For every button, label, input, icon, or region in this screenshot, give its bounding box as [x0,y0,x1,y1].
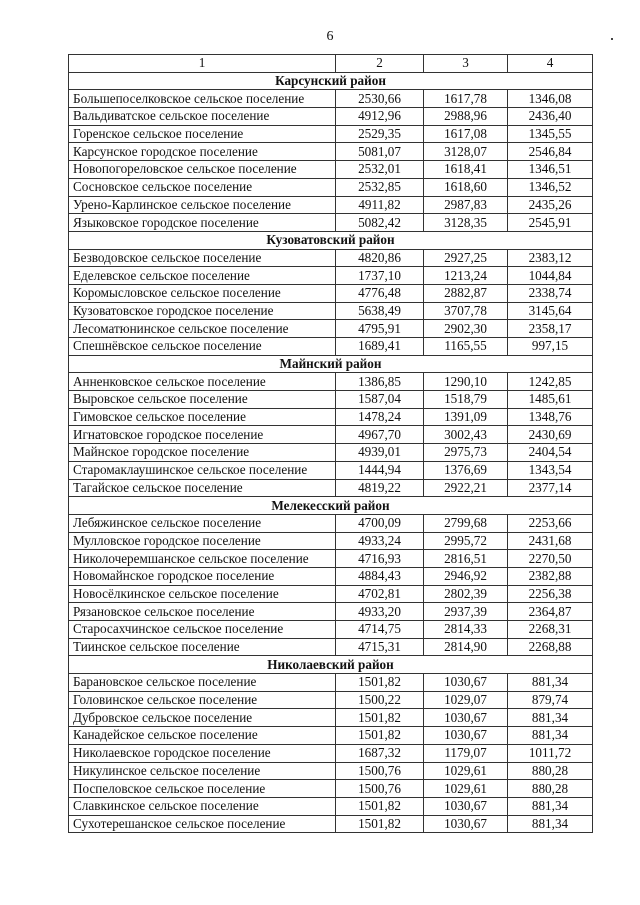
value-col-3: 1213,24 [424,267,508,285]
settlement-name: Головинское сельское поселение [69,691,336,709]
settlement-name: Игнатовское городское поселение [69,426,336,444]
settlement-name: Канадейское сельское поселение [69,727,336,745]
value-col-3: 1617,78 [424,90,508,108]
value-col-4: 2430,69 [508,426,593,444]
value-col-2: 4702,81 [336,585,424,603]
district-title: Мелекесский район [69,497,593,515]
settlement-name: Спешнёвское сельское поселение [69,338,336,356]
value-col-3: 2922,21 [424,479,508,497]
district-header-row [69,355,593,373]
table-row [69,125,593,143]
table-row [69,762,593,780]
table-row [69,338,593,356]
settlement-name: Николаевское городское поселение [69,744,336,762]
value-col-2: 1478,24 [336,408,424,426]
value-col-3: 3707,78 [424,302,508,320]
value-col-4: 1044,84 [508,267,593,285]
table-row [69,727,593,745]
table-row [69,567,593,585]
settlement-name: Тагайское сельское поселение [69,479,336,497]
table-row [69,267,593,285]
scan-speck [611,38,613,40]
table-row [69,621,593,639]
value-col-4: 880,28 [508,762,593,780]
table-body [69,55,593,833]
value-col-3: 3128,07 [424,143,508,161]
value-col-2: 4714,75 [336,621,424,639]
table-row [69,108,593,126]
value-col-4: 1343,54 [508,461,593,479]
value-col-2: 4819,22 [336,479,424,497]
value-col-2: 4884,43 [336,567,424,585]
settlement-name: Майнское городское поселение [69,444,336,462]
value-col-4: 2268,88 [508,638,593,656]
table-row [69,461,593,479]
value-col-4: 2546,84 [508,143,593,161]
table-row [69,514,593,532]
settlement-name: Барановское сельское поселение [69,674,336,692]
value-col-2: 4715,31 [336,638,424,656]
settlement-name: Мулловское городское поселение [69,532,336,550]
value-col-2: 2532,85 [336,178,424,196]
value-col-4: 2435,26 [508,196,593,214]
table-row [69,815,593,833]
value-col-2: 1501,82 [336,709,424,727]
settlement-name: Сосновское сельское поселение [69,178,336,196]
settlement-name: Карсунское городское поселение [69,143,336,161]
table-row [69,214,593,232]
value-col-2: 4939,01 [336,444,424,462]
column-number-row [69,55,593,73]
value-col-4: 2338,74 [508,284,593,302]
table-row [69,550,593,568]
value-col-4: 2256,38 [508,585,593,603]
column-header: 1 [69,55,336,73]
value-col-4: 2545,91 [508,214,593,232]
value-col-4: 1242,85 [508,373,593,391]
district-header-row [69,656,593,674]
table-row [69,178,593,196]
value-col-3: 2927,25 [424,249,508,267]
settlement-name: Большепоселковское сельское поселение [69,90,336,108]
value-col-4: 1346,52 [508,178,593,196]
value-col-2: 1501,82 [336,797,424,815]
value-col-2: 5081,07 [336,143,424,161]
value-col-2: 2532,01 [336,161,424,179]
settlement-name: Анненковское сельское поселение [69,373,336,391]
value-col-2: 1587,04 [336,391,424,409]
value-col-2: 4776,48 [336,284,424,302]
value-col-2: 4716,93 [336,550,424,568]
column-header: 2 [336,55,424,73]
value-col-4: 2383,12 [508,249,593,267]
value-col-4: 1348,76 [508,408,593,426]
table-row [69,603,593,621]
table-row [69,638,593,656]
value-col-3: 2816,51 [424,550,508,568]
value-col-3: 3128,35 [424,214,508,232]
district-title: Карсунский район [69,72,593,90]
settlement-name: Славкинское сельское поселение [69,797,336,815]
settlement-name: Безводовское сельское поселение [69,249,336,267]
value-col-3: 2987,83 [424,196,508,214]
value-col-4: 2364,87 [508,603,593,621]
value-col-4: 1346,51 [508,161,593,179]
value-col-2: 1737,10 [336,267,424,285]
value-col-3: 1030,67 [424,797,508,815]
value-col-2: 1500,76 [336,762,424,780]
value-col-4: 1346,08 [508,90,593,108]
table-row [69,196,593,214]
value-col-3: 2975,73 [424,444,508,462]
value-col-4: 3145,64 [508,302,593,320]
value-col-4: 881,34 [508,797,593,815]
table-row [69,249,593,267]
settlement-name: Сухотерешанское сельское поселение [69,815,336,833]
value-col-4: 2382,88 [508,567,593,585]
value-col-4: 2270,50 [508,550,593,568]
value-col-3: 1518,79 [424,391,508,409]
district-title: Николаевский район [69,656,593,674]
value-col-4: 2377,14 [508,479,593,497]
district-header-row [69,497,593,515]
district-title: Кузоватовский район [69,231,593,249]
table-row [69,284,593,302]
settlement-name: Старомаклаушинское сельское поселение [69,461,336,479]
value-col-4: 2431,68 [508,532,593,550]
value-col-3: 1376,69 [424,461,508,479]
value-col-3: 1029,07 [424,691,508,709]
settlement-name: Николочеремшанское сельское поселение [69,550,336,568]
value-col-2: 1689,41 [336,338,424,356]
table-row [69,320,593,338]
column-header: 3 [424,55,508,73]
value-col-3: 1030,67 [424,709,508,727]
settlement-name: Языковское городское поселение [69,214,336,232]
value-col-2: 4820,86 [336,249,424,267]
district-header-row [69,231,593,249]
value-col-2: 4912,96 [336,108,424,126]
settlement-name: Новопогореловское сельское поселение [69,161,336,179]
value-col-3: 2799,68 [424,514,508,532]
value-col-2: 4933,24 [336,532,424,550]
table-row [69,391,593,409]
value-col-4: 2253,66 [508,514,593,532]
value-col-4: 2404,54 [508,444,593,462]
value-col-3: 3002,43 [424,426,508,444]
table-row [69,780,593,798]
settlement-name: Старосахчинское сельское поселение [69,621,336,639]
settlement-name: Выровское сельское поселение [69,391,336,409]
value-col-4: 881,34 [508,674,593,692]
value-col-3: 1391,09 [424,408,508,426]
value-col-3: 1029,61 [424,780,508,798]
value-col-3: 1029,61 [424,762,508,780]
settlement-name: Вальдиватское сельское поселение [69,108,336,126]
settlement-name: Дубровское сельское поселение [69,709,336,727]
table-row [69,90,593,108]
settlement-name: Поспеловское сельское поселение [69,780,336,798]
settlement-name: Никулинское сельское поселение [69,762,336,780]
table-row [69,674,593,692]
value-col-2: 5082,42 [336,214,424,232]
value-col-2: 1501,82 [336,815,424,833]
settlement-name: Урено-Карлинское сельское поселение [69,196,336,214]
settlement-name: Кузоватовское городское поселение [69,302,336,320]
value-col-4: 997,15 [508,338,593,356]
table-row [69,408,593,426]
value-col-4: 880,28 [508,780,593,798]
settlements-table [68,54,593,833]
value-col-2: 1500,76 [336,780,424,798]
value-col-3: 1618,60 [424,178,508,196]
value-col-2: 1501,82 [336,727,424,745]
settlement-name: Лебяжинское сельское поселение [69,514,336,532]
value-col-2: 1501,82 [336,674,424,692]
table-row [69,709,593,727]
value-col-3: 2902,30 [424,320,508,338]
value-col-4: 2358,17 [508,320,593,338]
settlement-name: Гимовское сельское поселение [69,408,336,426]
table-row [69,797,593,815]
value-col-2: 2530,66 [336,90,424,108]
district-title: Майнский район [69,355,593,373]
table-row [69,161,593,179]
value-col-3: 2946,92 [424,567,508,585]
value-col-3: 2882,87 [424,284,508,302]
table-row [69,444,593,462]
settlement-name: Коромысловское сельское поселение [69,284,336,302]
value-col-2: 1386,85 [336,373,424,391]
settlement-name: Еделевское сельское поселение [69,267,336,285]
table-row [69,585,593,603]
settlement-name: Тиинское сельское поселение [69,638,336,656]
value-col-4: 879,74 [508,691,593,709]
value-col-2: 4933,20 [336,603,424,621]
table-row [69,479,593,497]
value-col-3: 2802,39 [424,585,508,603]
table-row [69,143,593,161]
value-col-3: 1030,67 [424,727,508,745]
value-col-3: 1618,41 [424,161,508,179]
value-col-3: 2988,96 [424,108,508,126]
settlement-name: Новосёлкинское сельское поселение [69,585,336,603]
value-col-4: 881,34 [508,727,593,745]
value-col-3: 1030,67 [424,674,508,692]
value-col-2: 4967,70 [336,426,424,444]
value-col-4: 881,34 [508,815,593,833]
value-col-3: 1617,08 [424,125,508,143]
settlement-name: Лесоматюнинское сельское поселение [69,320,336,338]
value-col-2: 2529,35 [336,125,424,143]
table-row [69,691,593,709]
table-row [69,373,593,391]
value-col-4: 2436,40 [508,108,593,126]
page-number: 6 [326,29,334,44]
district-header-row [69,72,593,90]
value-col-2: 1500,22 [336,691,424,709]
table-row [69,426,593,444]
value-col-3: 1165,55 [424,338,508,356]
value-col-3: 1179,07 [424,744,508,762]
value-col-2: 1444,94 [336,461,424,479]
value-col-2: 4795,91 [336,320,424,338]
value-col-3: 2937,39 [424,603,508,621]
value-col-3: 1290,10 [424,373,508,391]
value-col-2: 4911,82 [336,196,424,214]
value-col-3: 2814,33 [424,621,508,639]
value-col-4: 1345,55 [508,125,593,143]
value-col-3: 2995,72 [424,532,508,550]
value-col-2: 4700,09 [336,514,424,532]
value-col-3: 1030,67 [424,815,508,833]
table-row [69,532,593,550]
settlement-name: Рязановское сельское поселение [69,603,336,621]
value-col-2: 1687,32 [336,744,424,762]
value-col-3: 2814,90 [424,638,508,656]
column-header: 4 [508,55,593,73]
settlement-name: Горенское сельское поселение [69,125,336,143]
value-col-4: 1485,61 [508,391,593,409]
value-col-4: 2268,31 [508,621,593,639]
settlement-name: Новомайнское городское поселение [69,567,336,585]
value-col-4: 1011,72 [508,744,593,762]
value-col-4: 881,34 [508,709,593,727]
table-row [69,744,593,762]
table-row [69,302,593,320]
value-col-2: 5638,49 [336,302,424,320]
